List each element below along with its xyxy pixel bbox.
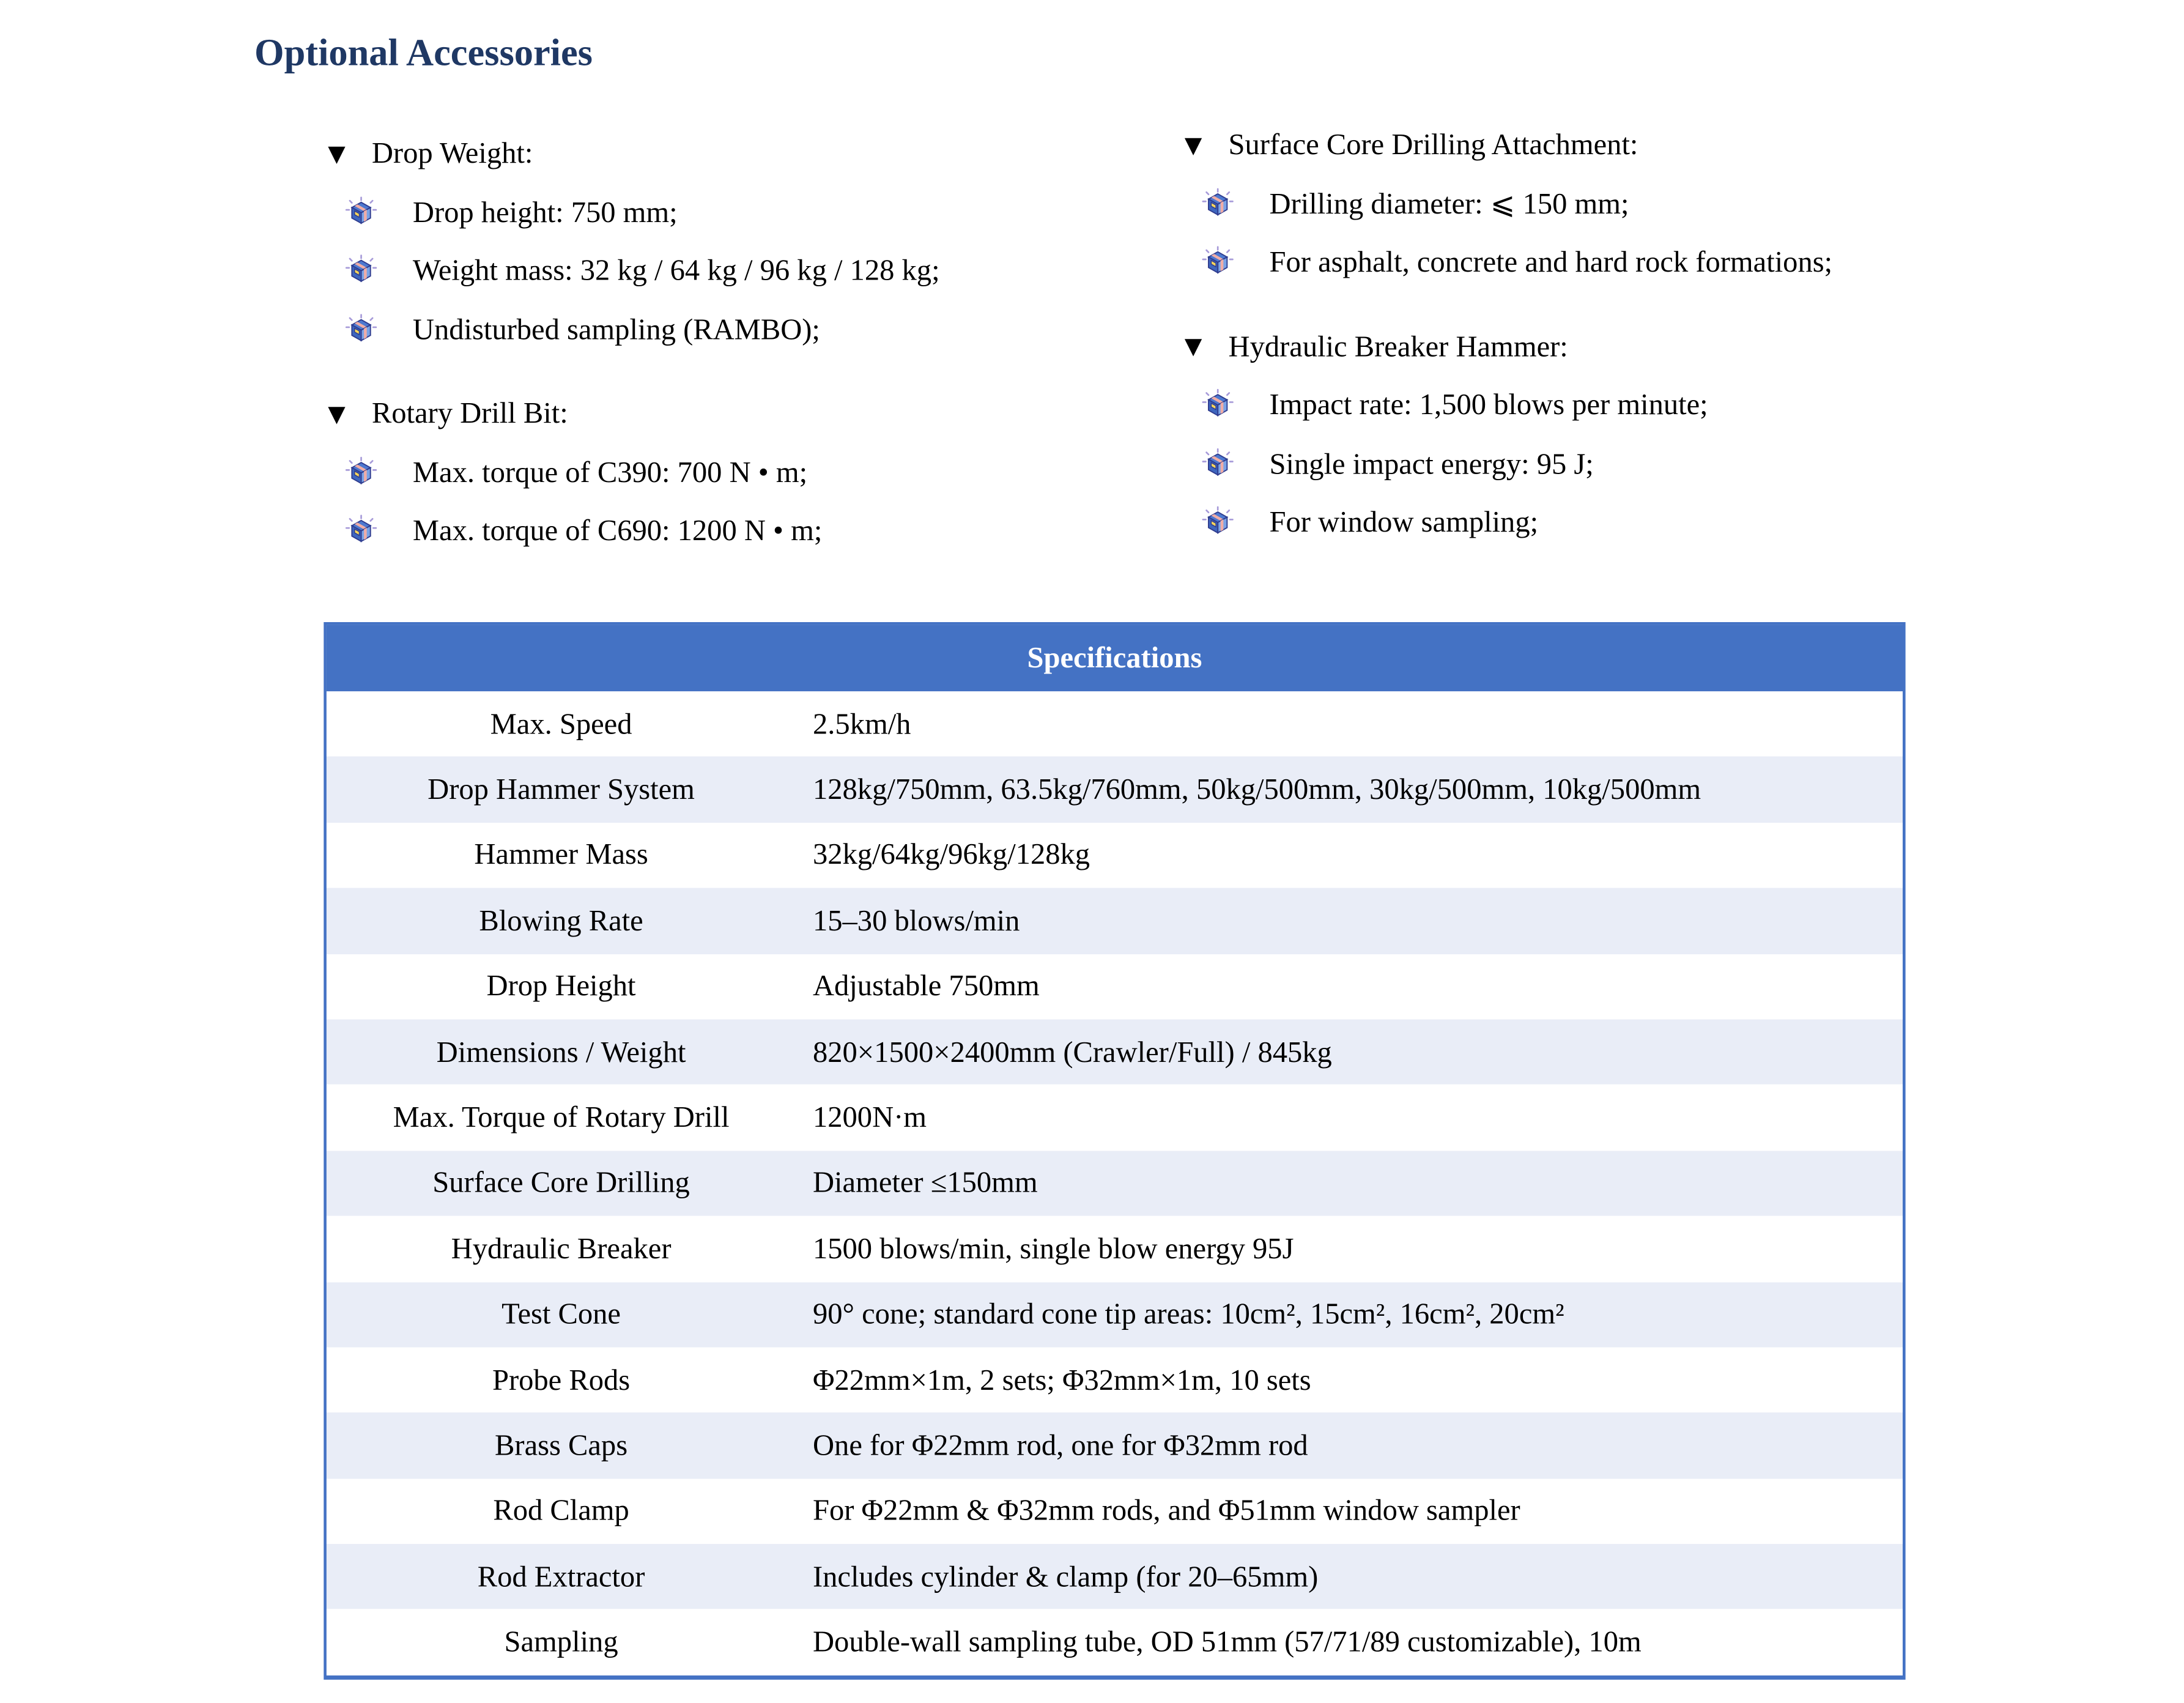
accessory-item-label: For asphalt, concrete and hard rock formations; [1269,245,1833,279]
spec-row-label: Drop Height [486,968,636,1003]
triangle-down-icon: ▼ [1184,332,1202,360]
section-heading-label: Surface Core Drilling Attachment: [1228,127,1638,162]
table-row [327,1479,1903,1544]
spec-table-header [327,625,1903,692]
accessory-item [1185,174,2061,233]
spec-row-label: Max. Speed [490,706,632,741]
spec-row-label: Max. Torque of Rotary Drill [393,1100,730,1134]
spec-row-value: Includes cylinder & clamp (for 20–65mm) [812,1559,1319,1594]
section-heading-label: Hydraulic Breaker Hammer: [1228,328,1568,363]
section-heading [328,385,1148,443]
accessory-item [328,502,1148,561]
accessory-item [328,242,1148,300]
accessory-item [328,300,1148,359]
section-heading [1185,317,2061,376]
accessory-item [1185,435,2061,494]
section-heading-label: Rotary Drill Bit: [371,396,568,431]
table-row [327,1413,1903,1479]
spec-row-label: Sampling [504,1625,618,1659]
triangle-down-icon: ▼ [328,399,346,427]
page-title: Optional Accessories [254,31,593,74]
package-bullet-icon [1202,247,1234,279]
section-heading-label: Drop Weight: [371,136,533,170]
spec-row-value: Φ22mm×1m, 2 sets; Φ32mm×1m, 10 sets [812,1362,1311,1397]
accessory-item-label: Drop height: 750 mm; [412,195,678,229]
accessory-item-label: Drilling diameter: ⩽ 150 mm; [1269,186,1629,220]
table-row [327,823,1903,888]
spec-row-value: Adjustable 750mm [812,968,1040,1003]
table-row [327,888,1903,954]
accessory-section [1185,317,2061,552]
table-row [327,691,1903,757]
spec-row-value: 128kg/750mm, 63.5kg/760mm, 50kg/500mm, 30kg/500mm, 10kg/500mm [812,772,1701,806]
spec-row-label: Rod Extractor [477,1559,645,1594]
accessory-column-left [328,124,1148,586]
triangle-down-icon: ▼ [1184,131,1202,158]
package-bullet-icon [1202,448,1234,480]
accessory-item-label: Impact rate: 1,500 blows per minute; [1269,387,1708,422]
section-items [1185,376,2061,552]
accessory-item-label: Max. torque of C390: 700 N • m; [412,455,808,489]
package-bullet-icon [1202,506,1234,539]
accessory-section [1185,116,2061,292]
accessory-item [328,443,1148,502]
spec-table-body [327,691,1903,1675]
package-bullet-icon [1202,188,1234,220]
accessory-item-label: Single impact energy: 95 J; [1269,446,1594,481]
package-bullet-icon [345,456,377,489]
section-items [1185,174,2061,292]
accessory-item-label: Max. torque of C690: 1200 N • m; [412,513,823,548]
accessory-item [1185,494,2061,552]
spec-row-value: 90° cone; standard cone tip areas: 10cm², 15cm², 16cm², 20cm² [812,1296,1564,1331]
spec-row-value: 820×1500×2400mm (Crawler/Full) / 845kg [812,1034,1332,1069]
section-items [328,443,1148,561]
section-heading [328,124,1148,183]
accessory-column-right [1185,116,2061,578]
package-bullet-icon [345,515,377,547]
table-row [327,757,1903,822]
accessory-item-label: Undisturbed sampling (RAMBO); [412,312,820,346]
package-bullet-icon [345,196,377,229]
spec-row-value: 32kg/64kg/96kg/128kg [812,837,1090,872]
spec-row-value: 2.5km/h [812,706,911,741]
table-row [327,1347,1903,1412]
package-bullet-icon [1202,389,1234,421]
spec-row-label: Brass Caps [495,1428,628,1462]
spec-row-label: Drop Hammer System [428,772,695,806]
spec-row-label: Hydraulic Breaker [451,1231,672,1266]
spec-row-value: One for Φ22mm rod, one for Φ32mm rod [812,1428,1308,1462]
spec-row-label: Surface Core Drilling [432,1165,690,1200]
package-bullet-icon [345,314,377,346]
accessory-section [328,385,1148,561]
accessory-section [328,124,1148,359]
table-row [327,954,1903,1019]
spec-row-label: Blowing Rate [479,903,643,938]
spec-row-label: Test Cone [502,1296,621,1331]
spec-row-label: Dimensions / Weight [436,1034,686,1069]
table-row [327,1085,1903,1151]
accessory-item [1185,233,2061,292]
package-bullet-icon [345,255,377,288]
section-items [328,183,1148,359]
spec-table-title: Specifications [1027,640,1202,675]
specifications-table [324,622,1905,1680]
section-heading [1185,116,2061,175]
accessory-item [1185,376,2061,435]
accessory-item [328,183,1148,242]
spec-row-value: Diameter ≤150mm [812,1165,1038,1200]
table-row [327,1216,1903,1282]
table-row [327,1609,1903,1675]
accessory-item-label: Weight mass: 32 kg / 64 kg / 96 kg / 128 kg; [412,253,940,288]
spec-row-label: Hammer Mass [474,837,648,872]
spec-row-label: Rod Clamp [493,1493,629,1528]
spec-row-label: Probe Rods [492,1362,631,1397]
spec-row-value: 15–30 blows/min [812,903,1020,938]
spec-row-value: Double-wall sampling tube, OD 51mm (57/71/89 customizable), 10m [812,1625,1642,1659]
table-row [327,1282,1903,1347]
table-row [327,1151,1903,1216]
table-row [327,1544,1903,1609]
spec-row-value: For Φ22mm & Φ32mm rods, and Φ51mm window sampler [812,1493,1520,1528]
table-row [327,1019,1903,1085]
spec-row-value: 1500 blows/min, single blow energy 95J [812,1231,1294,1266]
accessory-item-label: For window sampling; [1269,505,1539,540]
triangle-down-icon: ▼ [328,139,346,167]
spec-row-value: 1200N·m [812,1100,927,1134]
